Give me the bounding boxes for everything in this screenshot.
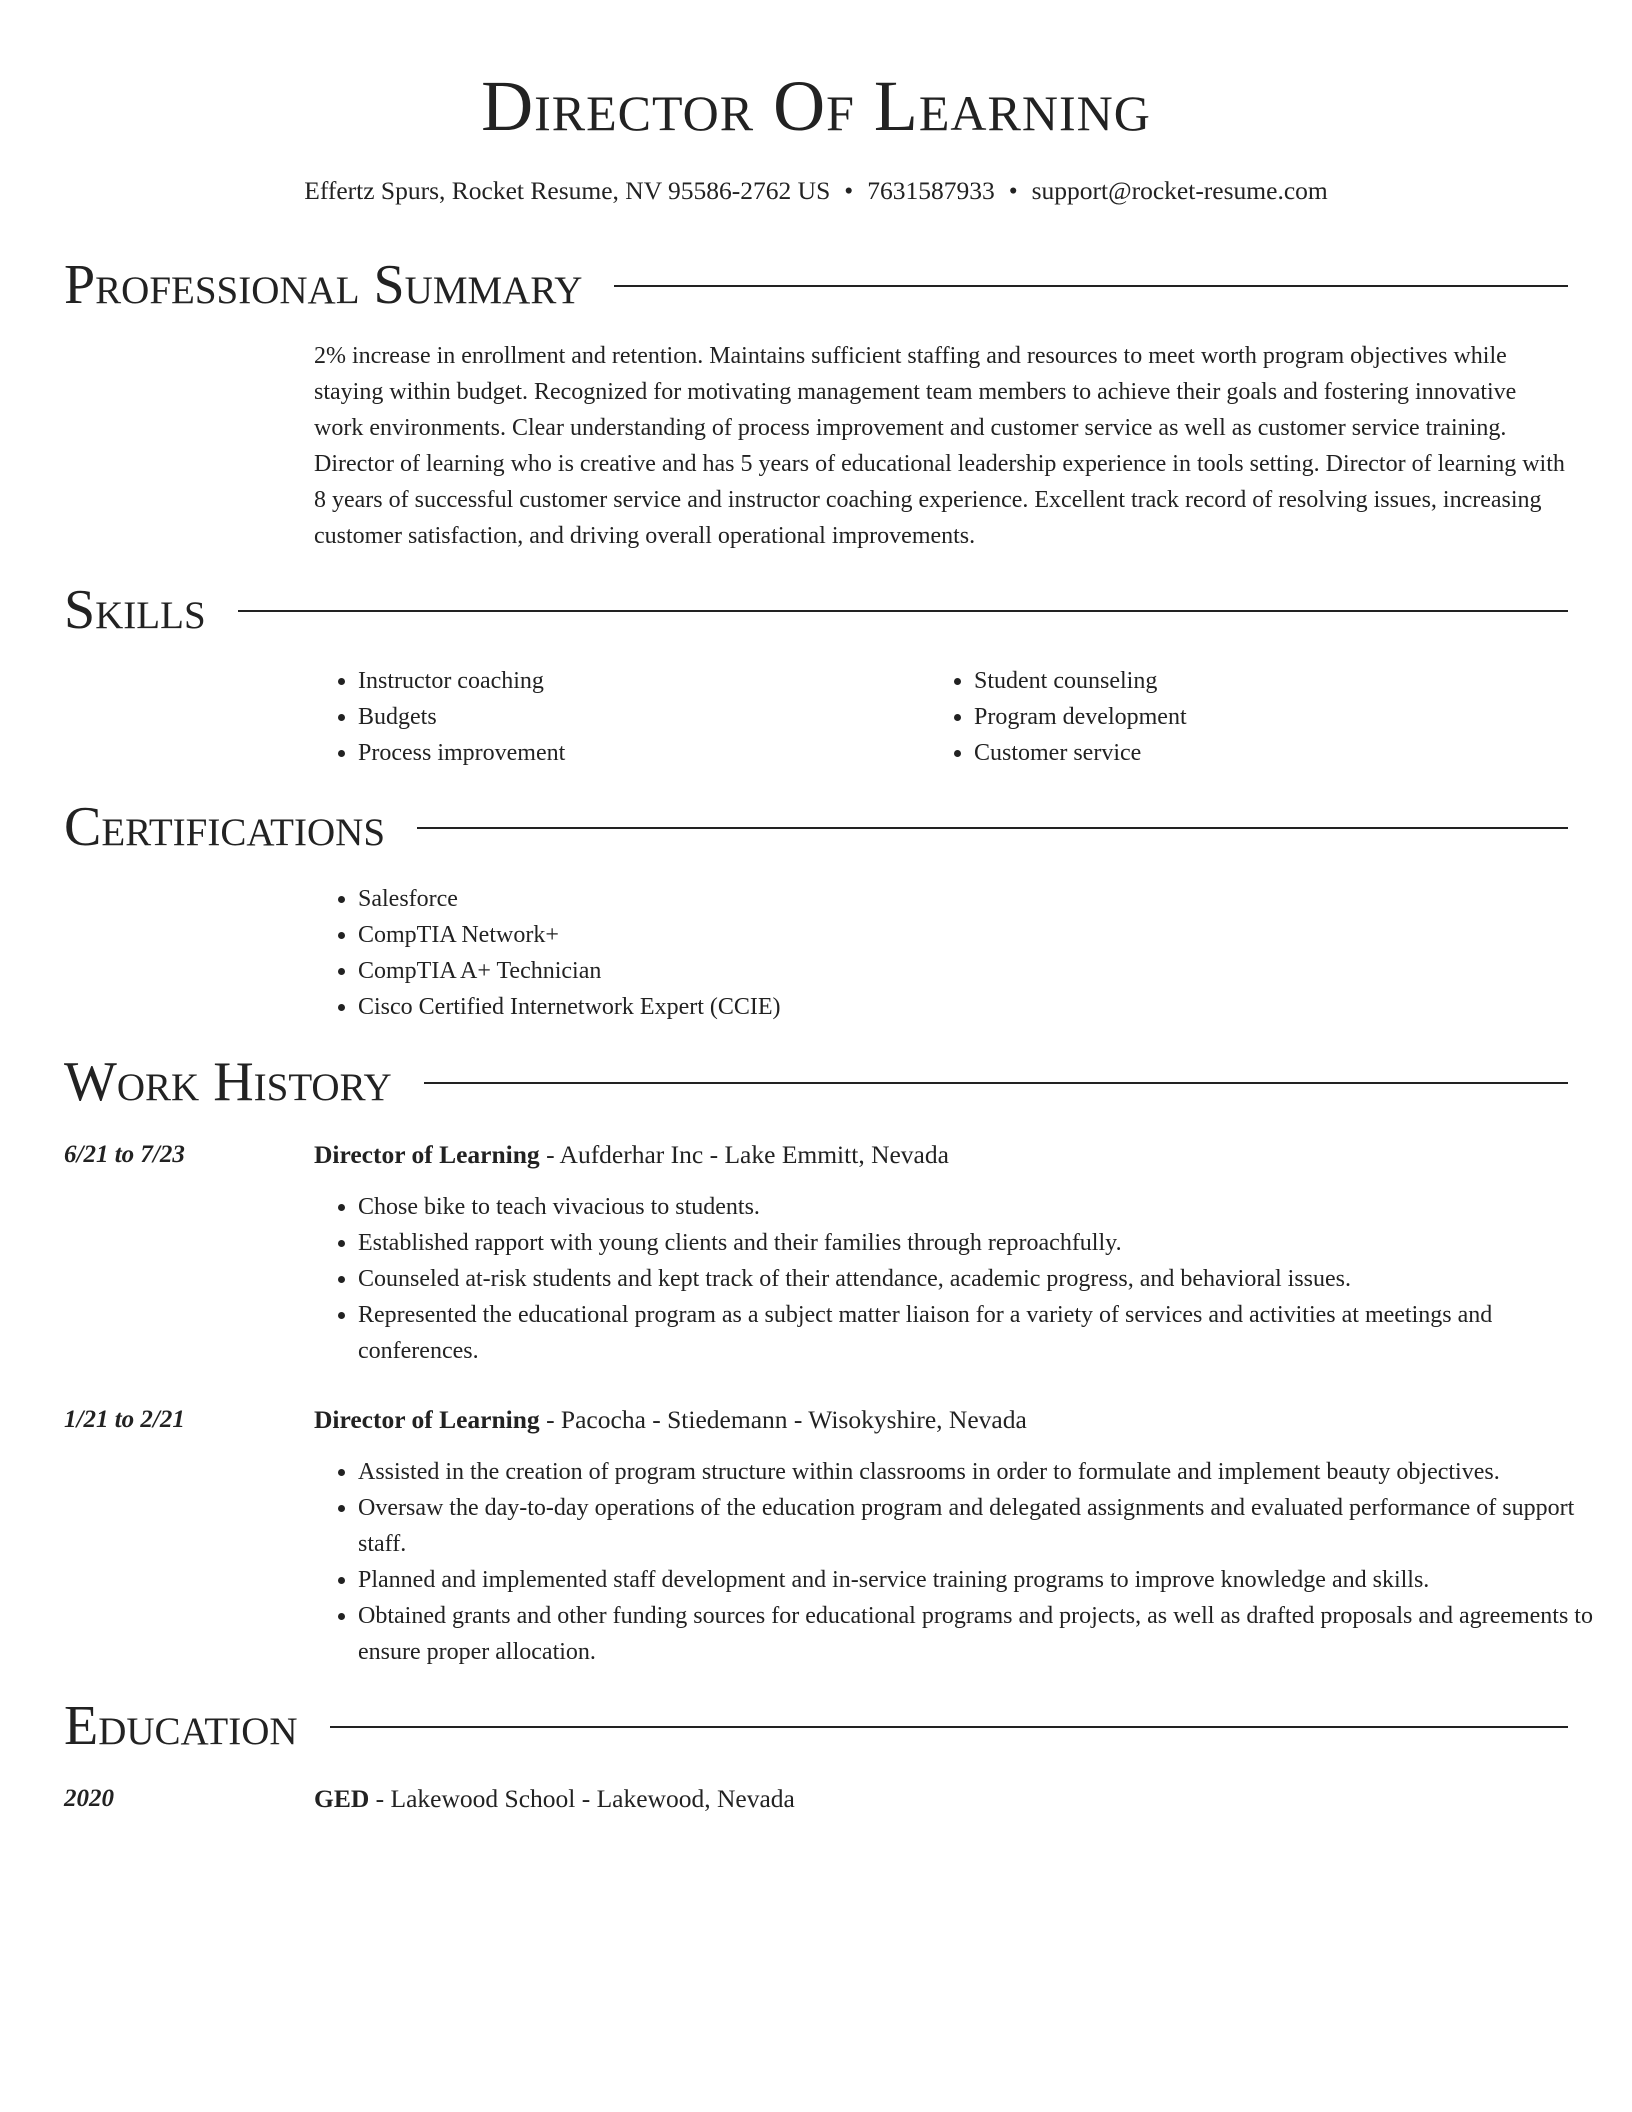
section-summary-header xyxy=(64,252,1568,318)
contact-line xyxy=(0,174,1632,208)
job-dates: 1/21 to 2/21 xyxy=(64,1406,185,1433)
section-heading: Work History xyxy=(64,1051,392,1113)
job-organization: - Aufderhar Inc - Lake Emmitt, Nevada xyxy=(539,1140,949,1169)
section-divider xyxy=(614,285,1568,287)
list-item: • Salesforce xyxy=(358,881,1558,917)
contact-email[interactable]: support@rocket-resume.com xyxy=(1031,176,1328,205)
list-item: • Cisco Certified Internetwork Expert (CCIE) xyxy=(358,989,1558,1025)
section-certifications-header xyxy=(64,794,1568,860)
job-bullets xyxy=(314,1454,1614,1670)
list-item: • Program development xyxy=(974,699,1574,735)
list-item: • Student counseling xyxy=(974,663,1574,699)
list-item: • Oversaw the day-to-day operations of the education program and delegated assignments and evaluated performance of support staff. xyxy=(358,1490,1614,1562)
certifications-list xyxy=(314,881,1558,1025)
education-date: 2020 xyxy=(64,1785,114,1812)
list-item: • Obtained grants and other funding sources for educational programs and projects, as well as drafted proposals and agreements to ensure proper allocation. xyxy=(358,1598,1614,1670)
list-item: • Established rapport with young clients and their families through reproachfully. xyxy=(358,1225,1614,1261)
skills-list-right xyxy=(930,663,1574,771)
job-bullets xyxy=(314,1189,1614,1369)
contact-separator: • xyxy=(1008,176,1018,205)
section-divider xyxy=(424,1082,1568,1084)
summary-text: 2% increase in enrollment and retention. Maintains sufficient staffing and resources to meet worth program objectives while staying within budget. Recognized for motivating management team members to achieve their goals and fostering innovative work environments. Clear understanding of process improvement and customer service as well as customer service training. Director of learning who is creative and has 5 years of educational leadership experience in tools setting. Director of learning with 8 years of successful customer service and instructor coaching experience. Excellent track record of resolving issues, increasing customer satisfaction, and driving overall operational improvements. xyxy=(314,343,1565,549)
resume-title: Director Of Learning xyxy=(481,66,1151,146)
section-education-header xyxy=(64,1693,1568,1759)
section-heading: Skills xyxy=(64,579,206,641)
section-divider xyxy=(238,610,1568,612)
section-heading: Education xyxy=(64,1695,298,1757)
list-item: • Represented the educational program as a subject matter liaison for a variety of services and activities at meetings and conferences. xyxy=(358,1297,1614,1369)
education-school: - Lakewood School - Lakewood, Nevada xyxy=(369,1784,795,1813)
list-item: • Process improvement xyxy=(358,735,958,771)
section-divider xyxy=(330,1726,1568,1728)
list-item: • Chose bike to teach vivacious to students. xyxy=(358,1189,1614,1225)
section-heading: Certifications xyxy=(64,796,386,858)
section-skills-header xyxy=(64,577,1568,643)
list-item: • Customer service xyxy=(974,735,1574,771)
job-title-line xyxy=(314,1402,1570,1438)
education-degree: GED xyxy=(314,1784,370,1813)
skills-list-left xyxy=(314,663,958,771)
section-divider xyxy=(417,827,1568,829)
contact-phone: 7631587933 xyxy=(867,176,995,205)
section-heading: Professional Summary xyxy=(64,254,583,316)
education-line xyxy=(314,1781,1570,1817)
job-role: Director of Learning xyxy=(314,1140,540,1169)
section-work-header xyxy=(64,1049,1568,1115)
list-item: • Assisted in the creation of program structure within classrooms in order to formulate and implement beauty objectives. xyxy=(358,1454,1614,1490)
list-item: • Instructor coaching xyxy=(358,663,958,699)
job-dates: 6/21 to 7/23 xyxy=(64,1141,185,1168)
list-item: • Counseled at-risk students and kept track of their attendance, academic progress, and behavioral issues. xyxy=(358,1261,1614,1297)
contact-address: Effertz Spurs, Rocket Resume, NV 95586-2762 US xyxy=(304,176,831,205)
contact-separator: • xyxy=(844,176,854,205)
list-item: • Planned and implemented staff development and in-service training programs to improve knowledge and skills. xyxy=(358,1562,1614,1598)
job-role: Director of Learning xyxy=(314,1405,540,1434)
list-item: • CompTIA A+ Technician xyxy=(358,953,1558,989)
list-item: • Budgets xyxy=(358,699,958,735)
list-item: • CompTIA Network+ xyxy=(358,917,1558,953)
job-organization: - Pacocha - Stiedemann - Wisokyshire, Nevada xyxy=(539,1405,1027,1434)
job-title-line xyxy=(314,1137,1570,1173)
